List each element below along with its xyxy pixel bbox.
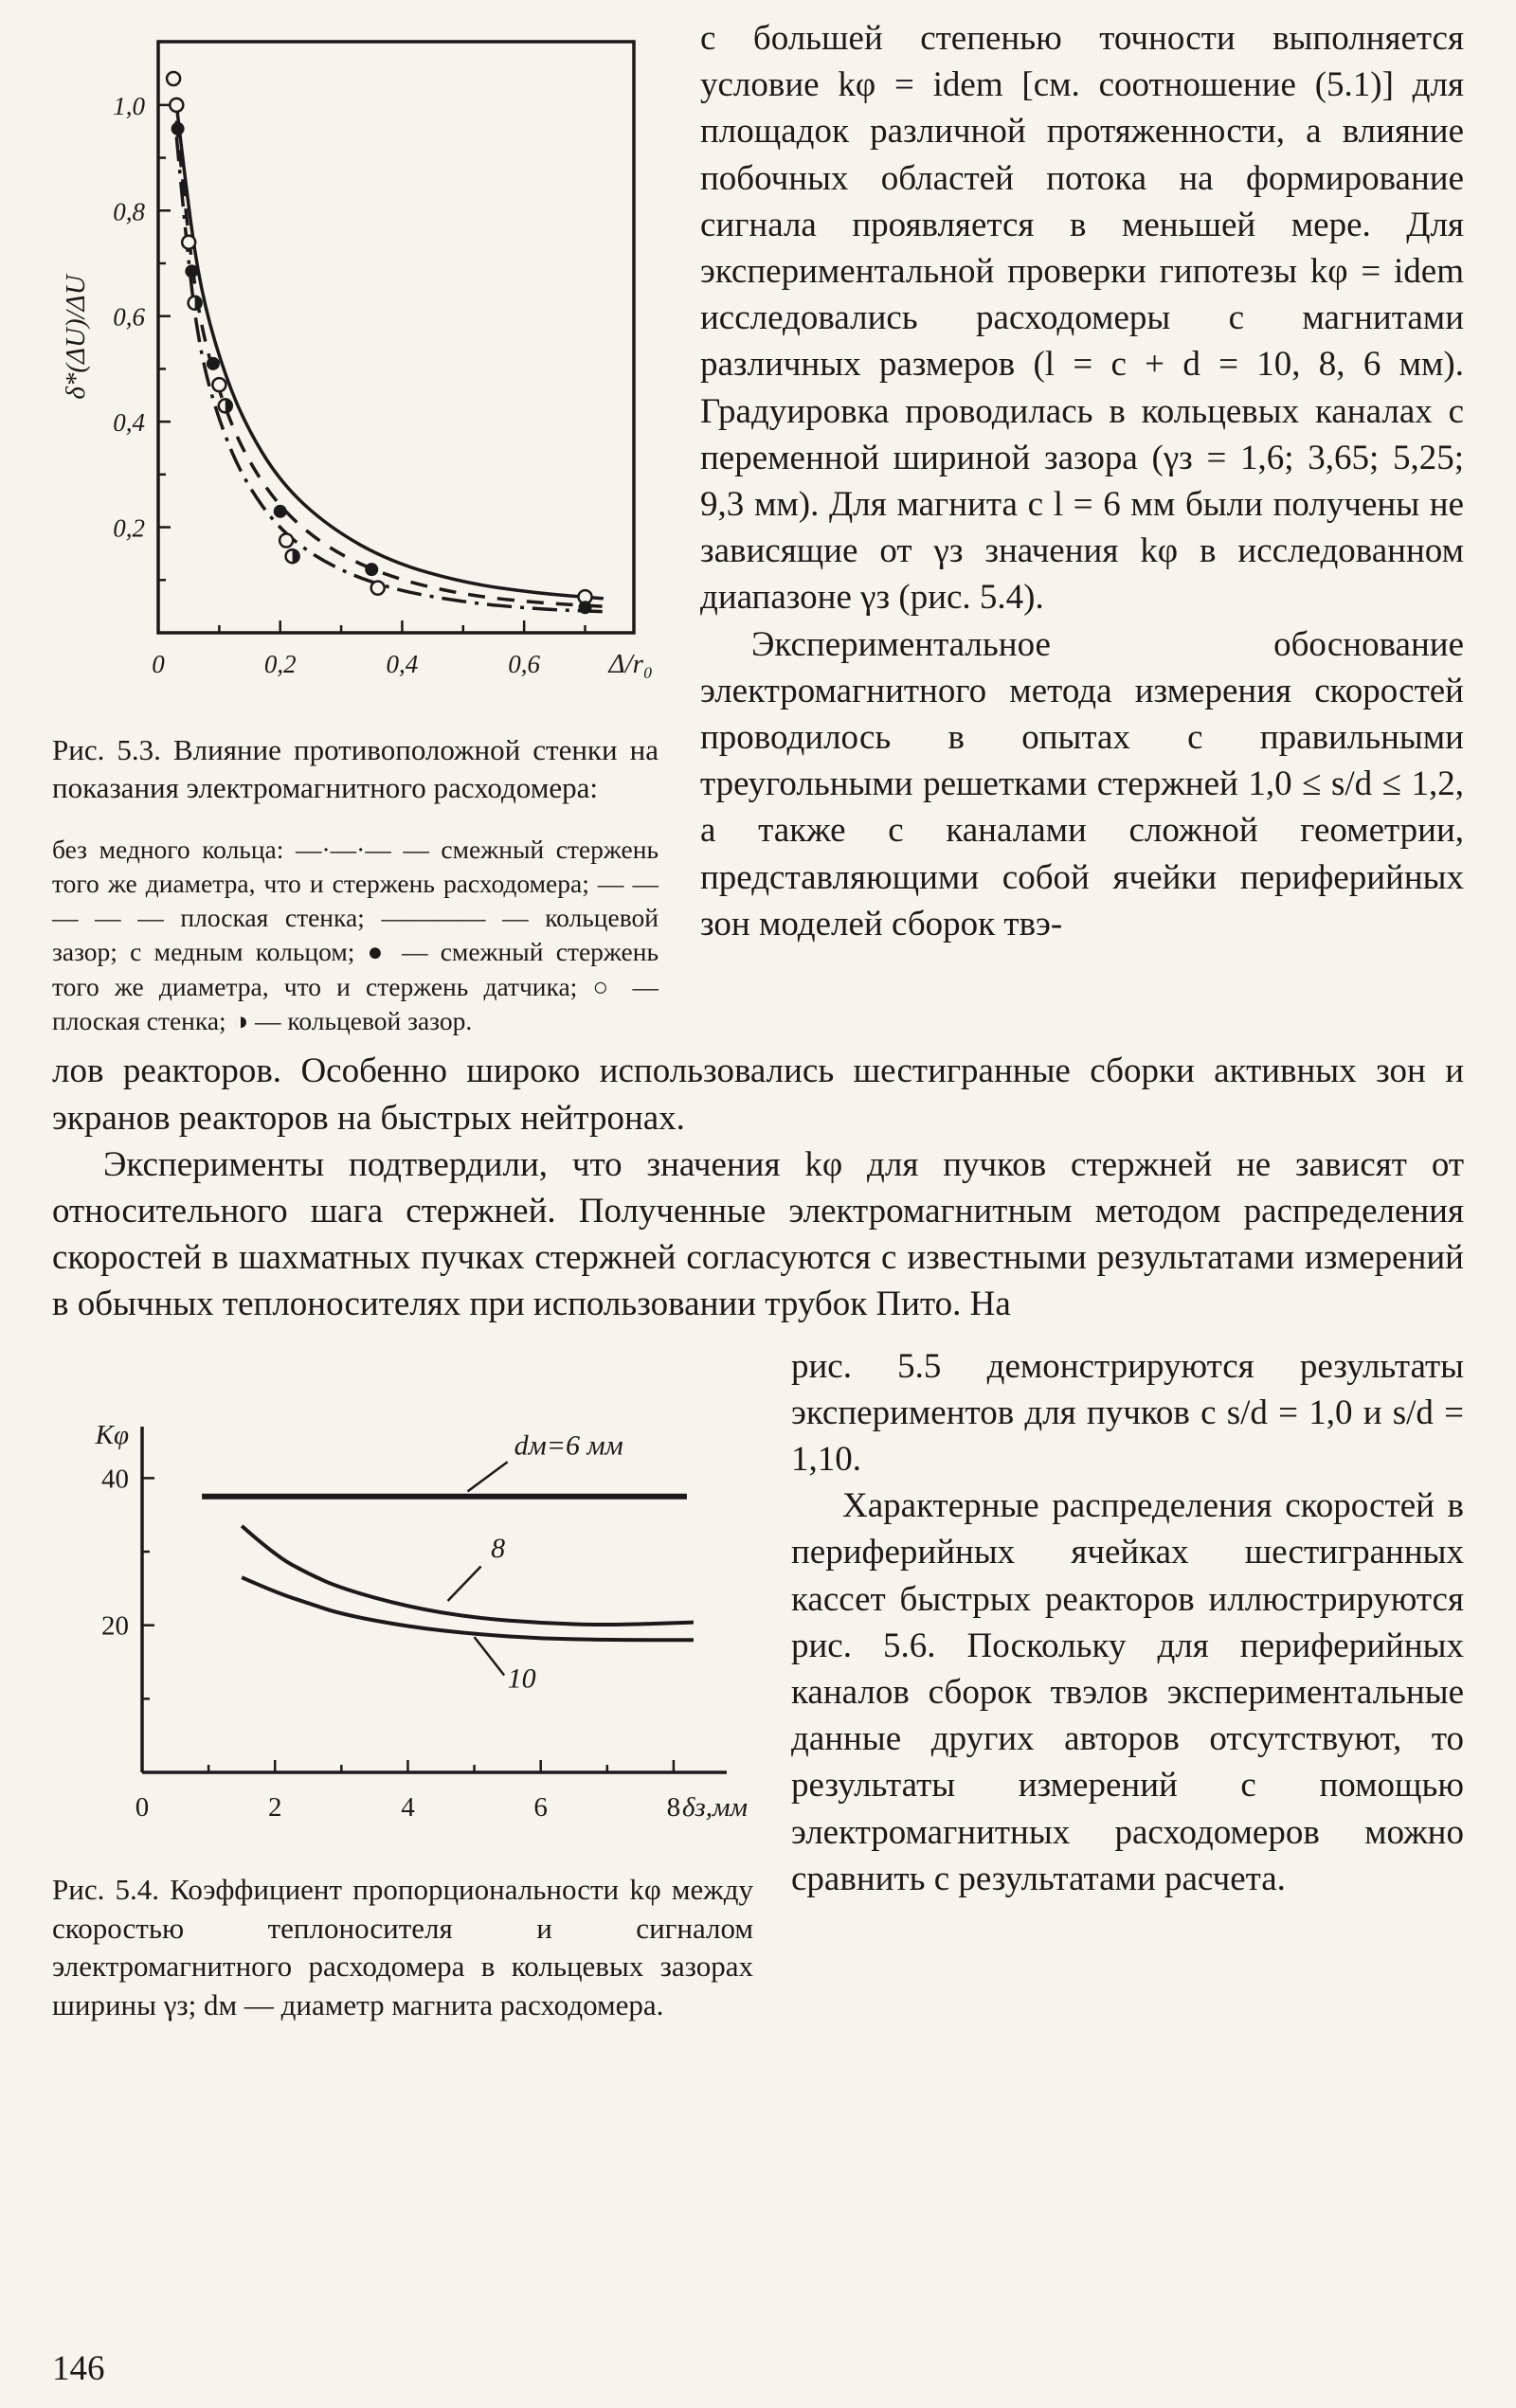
svg-text:Δ/r₀: Δ/r₀ (608, 649, 653, 679)
svg-text:δ*(ΔU)/ΔU: δ*(ΔU)/ΔU (61, 275, 91, 400)
svg-text:10: 10 (507, 1662, 536, 1695)
figure-5-3 (52, 15, 659, 716)
figure-5-4-block (52, 1343, 753, 2026)
svg-text:0,2: 0,2 (113, 513, 145, 543)
svg-text:8: 8 (666, 1791, 681, 1823)
svg-text:Kφ: Kφ (95, 1419, 129, 1450)
figure-5-3-block (52, 15, 659, 1038)
svg-text:dм=6 мм: dм=6 мм (514, 1429, 623, 1462)
svg-text:6: 6 (533, 1791, 548, 1823)
svg-text:δз,мм: δз,мм (681, 1791, 748, 1823)
svg-text:4: 4 (401, 1791, 415, 1823)
full-width-section (52, 1048, 1464, 1327)
body-paragraph: с большей степенью точности выполняется условие kφ = idem [см. соотношение (5.1)] для площадок различной протяженности, а влияние побочных областей потока на формирование сигнала проявляется в меньшей мере. Для экспериментальной проверки гипотезы kφ = idem исследовались расходомеры с магнитами различных размеров (l = c + d = 10, 8, 6 мм). Градуировка проводилась в кольцевых каналах с переменной шириной зазора (γз = 1,6; 3,65; 5,25; 9,3 мм). Для магнита с l = 6 мм были получены не зависящие от γз значения kφ в исследованном диапазоне γз (рис. 5.4). (700, 19, 1464, 618)
svg-text:0,6: 0,6 (508, 650, 541, 678)
fig-5-4-chart (52, 1398, 753, 1848)
body-paragraph: лов реакторов. Особенно широко использовались шестигранные сборки активных зон и экранов реакторов на быстрых нейтронах. (52, 1051, 1464, 1138)
svg-text:0,4: 0,4 (386, 650, 419, 678)
svg-text:8: 8 (491, 1532, 506, 1564)
right-top-column (700, 15, 1464, 1038)
figure-5-4 (52, 1398, 753, 1848)
top-section (52, 15, 1464, 1038)
right-bottom-column (791, 1343, 1464, 2026)
fig-5-3-chart (52, 15, 659, 716)
svg-text:0,6: 0,6 (113, 302, 145, 332)
svg-text:1,0: 1,0 (113, 91, 145, 120)
fig-5-3-legend: без медного кольца: —·—·— — смежный стержень того же диаметра, что и стержень расходомера; — — — — — плоская стенка; ———— — кольцевой зазор; с медным кольцом; ● — смежный стержень того же диаметра, что и стержень датчика; ○ — плоская стенка; ◑ — кольцевой зазор. (52, 834, 659, 1036)
svg-text:40: 40 (101, 1463, 129, 1494)
svg-text:0: 0 (135, 1791, 150, 1823)
page-number: 146 (52, 2349, 105, 2388)
body-paragraph: Характерные распределения скоростей в периферийных ячейках шестигранных кассет быстрых реакторов иллюстрируются рис. 5.6. Поскольку для периферийных каналов сборок твэлов экспериментальные данные других авторов отсутствуют, то результаты измерений с помощью электромагнитных расходомеров можно сравнить с результатами расчета. (791, 1486, 1464, 1898)
fig-5-3-caption: Рис. 5.3. Влияние противоположной стенки на показания электромагнитного расходомера: (52, 733, 659, 805)
svg-text:0,4: 0,4 (113, 408, 145, 438)
svg-text:2: 2 (267, 1791, 282, 1823)
svg-text:0,2: 0,2 (263, 650, 297, 678)
svg-text:0: 0 (152, 650, 165, 678)
bottom-section (52, 1343, 1464, 2026)
svg-text:0,8: 0,8 (113, 197, 145, 226)
body-paragraph: рис. 5.5 демонстрируются результаты экспериментов для пучков с s/d = 1,0 и s/d = 1,10. (791, 1346, 1464, 1479)
fig-5-4-caption: Рис. 5.4. Коэффициент пропорциональности kφ между скоростью теплоносителя и сигналом электромагнитного расходомера в кольцевых зазорах ширины γз; dм — диаметр магнита расходомера. (52, 1872, 753, 2022)
body-paragraph: Эксперименты подтвердили, что значения kφ для пучков стержней не зависят от относительного шага стержней. Полученные электромагнитным методом распределения скоростей в шахматных пучках стержней согласуются с известными результатами измерений в обычных теплоносителях при использовании трубок Пито. На (52, 1144, 1464, 1324)
body-paragraph: Экспериментальное обоснование электромагнитного метода измерения скоростей проводилось в опытах с правильными треугольными решетками стержней 1,0 ≤ s/d ≤ 1,2, а также с каналами сложной геометрии, представляющими собой ячейки периферийных зон моделей сборок твэ- (700, 624, 1464, 943)
svg-text:20: 20 (101, 1610, 129, 1642)
